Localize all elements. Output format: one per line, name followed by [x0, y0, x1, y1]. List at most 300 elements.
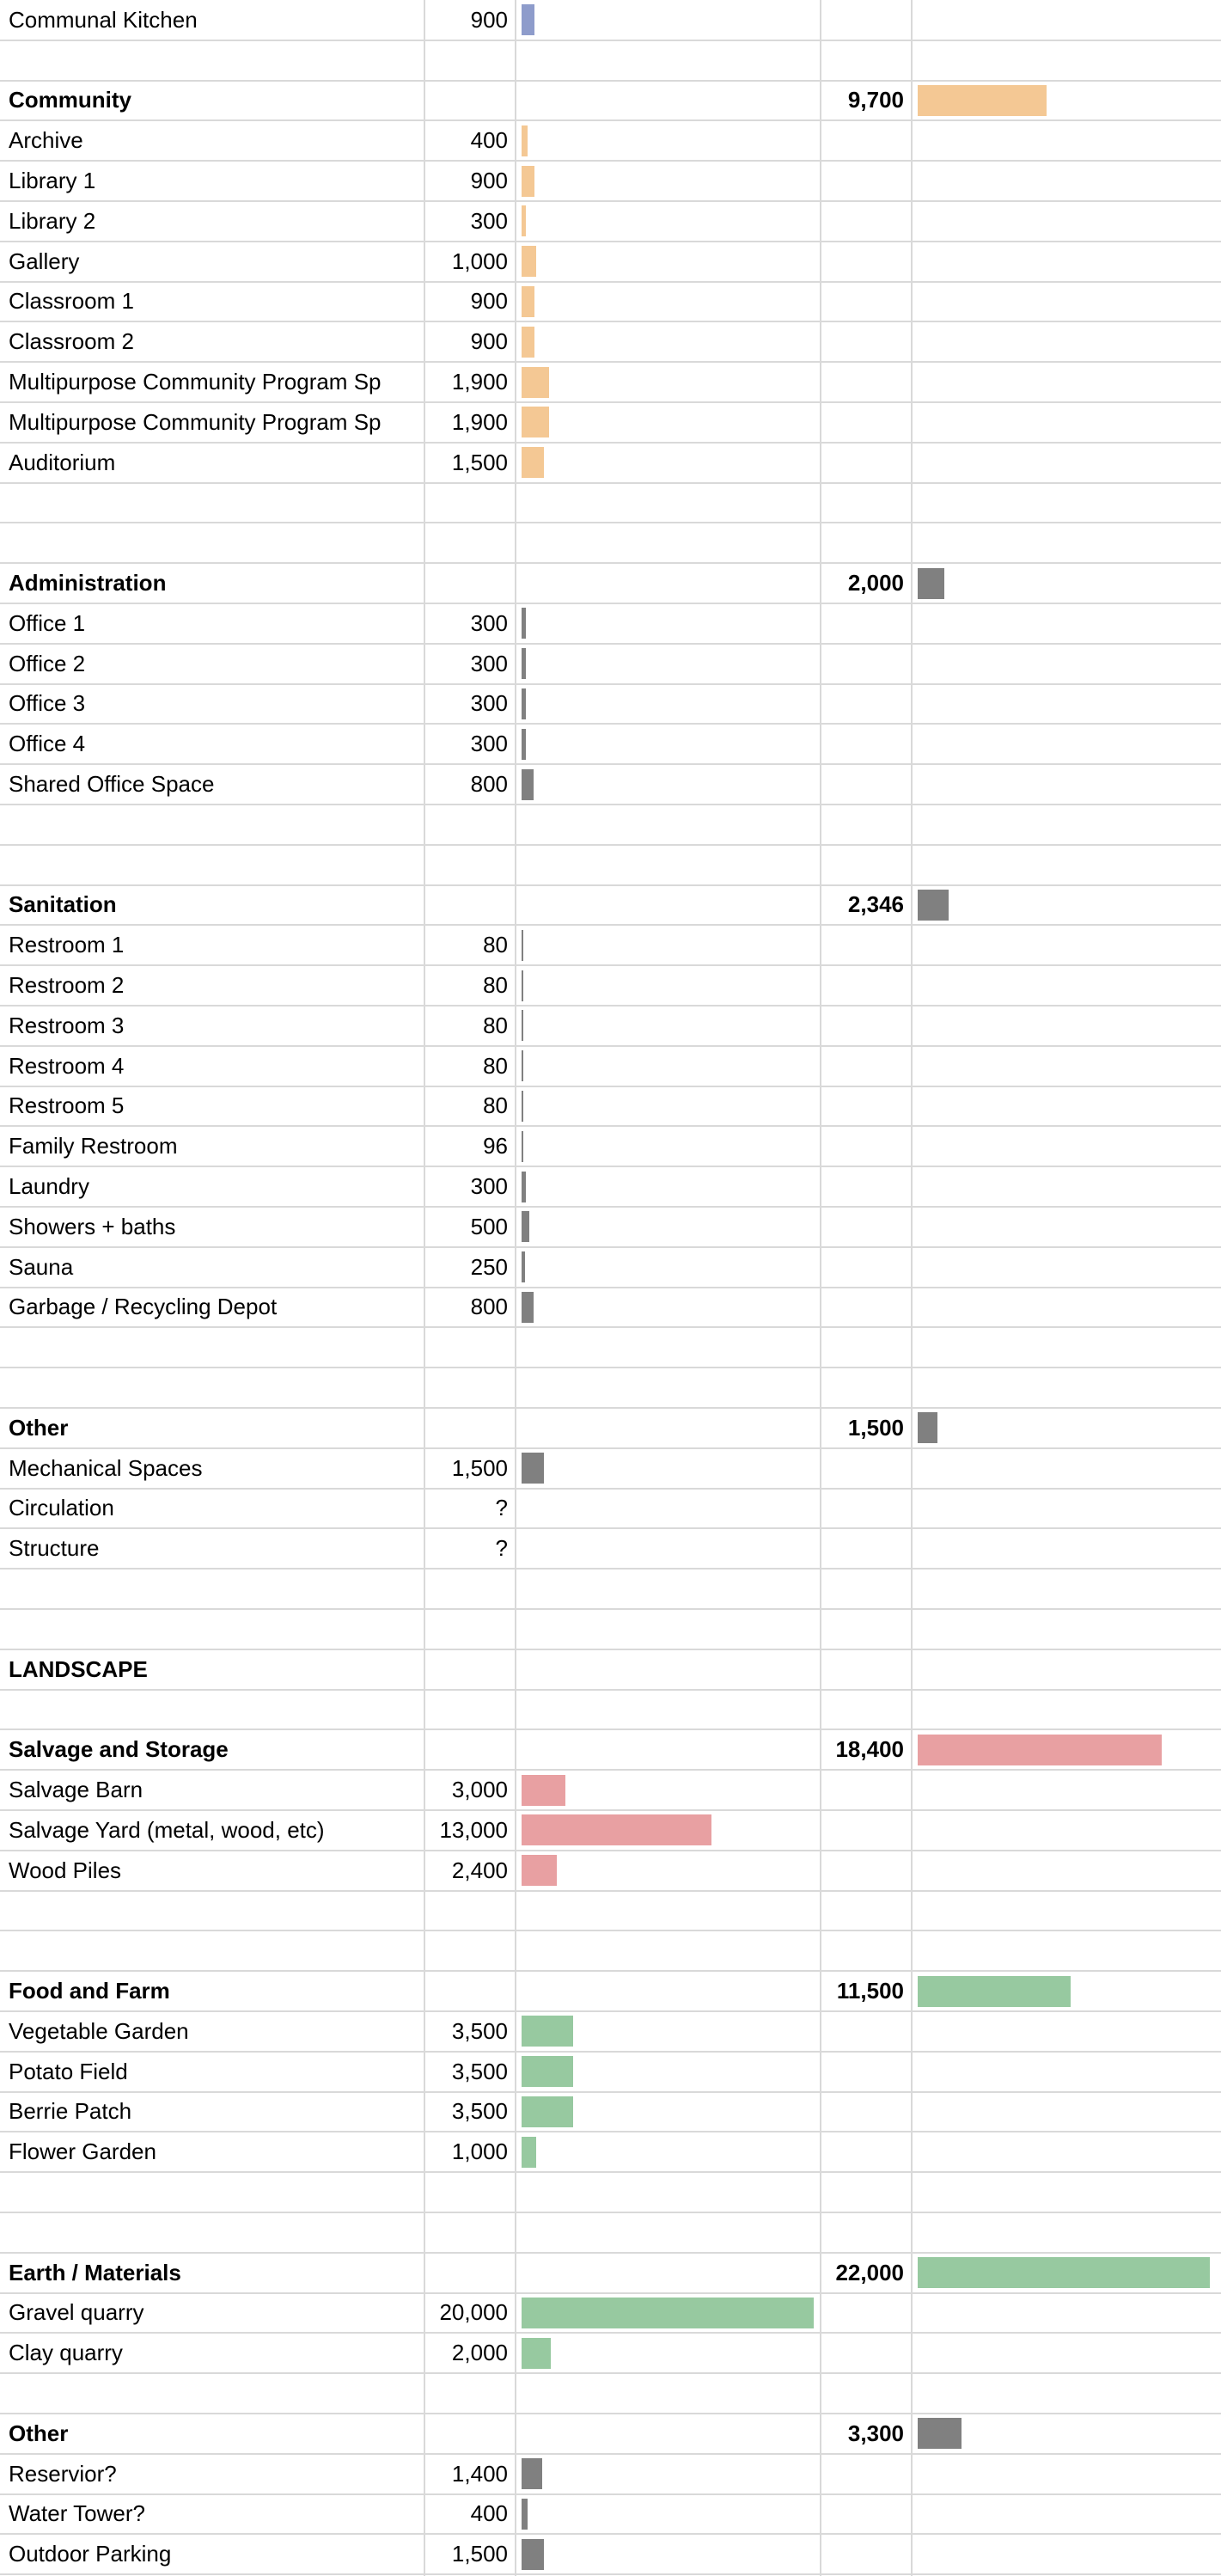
name-cell[interactable]: Salvage Barn [9, 1777, 143, 1803]
name-cell[interactable] [0, 2373, 424, 2414]
total-cell[interactable] [821, 764, 911, 805]
name-cell[interactable] [0, 1690, 424, 1730]
value-cell[interactable]: 1,900 [451, 408, 508, 435]
sparkline-cell[interactable] [516, 0, 820, 40]
total-sparkline-cell[interactable] [913, 2333, 1221, 2373]
total-cell[interactable] [821, 1166, 911, 1207]
name-cell[interactable]: Office 3 [9, 690, 86, 717]
sparkline-cell[interactable] [516, 1368, 820, 1408]
total-sparkline-cell[interactable] [913, 2092, 1221, 2132]
sparkline-cell[interactable] [516, 2011, 820, 2052]
value-cell[interactable]: 80 [483, 932, 508, 958]
value-cell[interactable]: 400 [470, 127, 508, 154]
total-cell[interactable] [821, 724, 911, 764]
total-sparkline-cell[interactable] [913, 81, 1221, 121]
sparkline-cell[interactable] [516, 603, 820, 644]
value-cell[interactable]: 80 [483, 1052, 508, 1079]
name-cell[interactable]: Community [9, 87, 131, 113]
sparkline-cell[interactable] [516, 1729, 820, 1770]
total-cell[interactable] [821, 1609, 911, 1649]
sparkline-cell[interactable] [516, 1247, 820, 1288]
total-sparkline-cell[interactable] [913, 2494, 1221, 2535]
sparkline-cell[interactable] [516, 2212, 820, 2253]
sparkline-cell[interactable] [516, 2454, 820, 2494]
name-cell[interactable]: Sanitation [9, 891, 117, 918]
sparkline-cell[interactable] [516, 1810, 820, 1851]
value-cell[interactable]: 3,500 [451, 2058, 508, 2084]
sparkline-cell[interactable] [516, 81, 820, 121]
value-cell[interactable]: 13,000 [439, 1816, 508, 1843]
value-cell[interactable]: ? [495, 1535, 508, 1562]
value-cell[interactable]: 800 [470, 771, 508, 798]
total-cell[interactable] [821, 2454, 911, 2494]
value-cell[interactable] [425, 1930, 515, 1971]
name-cell[interactable] [0, 1891, 424, 1931]
value-cell[interactable] [425, 1368, 515, 1408]
total-sparkline-cell[interactable] [913, 242, 1221, 282]
total-sparkline-cell[interactable] [913, 1086, 1221, 1127]
value-cell[interactable] [425, 483, 515, 523]
total-cell[interactable] [821, 1690, 911, 1730]
value-cell[interactable] [425, 805, 515, 845]
total-cell[interactable]: 22,000 [835, 2259, 904, 2285]
value-cell[interactable] [425, 2373, 515, 2414]
total-cell[interactable] [821, 0, 911, 40]
name-cell[interactable]: Administration [9, 570, 167, 597]
name-cell[interactable]: Multipurpose Community Program Sp [9, 369, 382, 395]
name-cell[interactable]: Restroom 4 [9, 1052, 125, 1079]
sparkline-cell[interactable] [516, 40, 820, 81]
name-cell[interactable]: Salvage and Storage [9, 1736, 229, 1763]
sparkline-cell[interactable] [516, 1649, 820, 1690]
total-sparkline-cell[interactable] [913, 1851, 1221, 1891]
value-cell[interactable] [425, 81, 515, 121]
value-cell[interactable] [425, 1729, 515, 1770]
sparkline-cell[interactable] [516, 2172, 820, 2212]
total-cell[interactable] [821, 1247, 911, 1288]
value-cell[interactable] [425, 40, 515, 81]
total-sparkline-cell[interactable] [913, 1126, 1221, 1166]
name-cell[interactable]: Classroom 2 [9, 328, 134, 355]
sparkline-cell[interactable] [516, 402, 820, 443]
total-sparkline-cell[interactable] [913, 1971, 1221, 2011]
sparkline-cell[interactable] [516, 1448, 820, 1489]
total-cell[interactable] [821, 1086, 911, 1127]
total-cell[interactable] [821, 1930, 911, 1971]
total-cell[interactable] [821, 2092, 911, 2132]
total-cell[interactable] [821, 2494, 911, 2535]
total-sparkline-cell[interactable] [913, 523, 1221, 563]
value-cell[interactable]: 900 [470, 6, 508, 33]
total-cell[interactable] [821, 2011, 911, 2052]
name-cell[interactable]: Multipurpose Community Program Sp [9, 408, 382, 435]
value-cell[interactable] [425, 1408, 515, 1448]
total-cell[interactable] [821, 242, 911, 282]
total-sparkline-cell[interactable] [913, 2414, 1221, 2454]
total-sparkline-cell[interactable] [913, 2534, 1221, 2574]
value-cell[interactable]: 900 [470, 168, 508, 194]
total-sparkline-cell[interactable] [913, 0, 1221, 40]
name-cell[interactable]: Office 2 [9, 650, 86, 676]
value-cell[interactable]: 1,500 [451, 2541, 508, 2567]
total-sparkline-cell[interactable] [913, 120, 1221, 161]
total-cell[interactable] [821, 1851, 911, 1891]
total-cell[interactable] [821, 1649, 911, 1690]
value-cell[interactable]: 2,000 [451, 2340, 508, 2366]
sparkline-cell[interactable] [516, 1207, 820, 1247]
name-cell[interactable]: Showers + baths [9, 1213, 176, 1239]
total-cell[interactable] [821, 644, 911, 684]
sparkline-cell[interactable] [516, 1569, 820, 1609]
total-sparkline-cell[interactable] [913, 764, 1221, 805]
sparkline-cell[interactable] [516, 2253, 820, 2293]
name-cell[interactable]: Salvage Yard (metal, wood, etc) [9, 1816, 325, 1843]
total-sparkline-cell[interactable] [913, 2293, 1221, 2334]
total-cell[interactable] [821, 845, 911, 885]
total-cell[interactable] [821, 1569, 911, 1609]
value-cell[interactable] [425, 2172, 515, 2212]
name-cell[interactable]: Wood Piles [9, 1857, 122, 1883]
name-cell[interactable]: Auditorium [9, 449, 116, 475]
total-sparkline-cell[interactable] [913, 1006, 1221, 1046]
name-cell[interactable] [0, 483, 424, 523]
value-cell[interactable] [425, 1971, 515, 2011]
value-cell[interactable]: 300 [470, 650, 508, 676]
total-cell[interactable] [821, 2333, 911, 2373]
total-cell[interactable] [821, 40, 911, 81]
total-cell[interactable] [821, 282, 911, 322]
name-cell[interactable]: Restroom 1 [9, 932, 125, 958]
name-cell[interactable] [0, 2172, 424, 2212]
total-sparkline-cell[interactable] [913, 161, 1221, 201]
sparkline-cell[interactable] [516, 282, 820, 322]
sparkline-cell[interactable] [516, 845, 820, 885]
value-cell[interactable] [425, 1690, 515, 1730]
name-cell[interactable]: Other [9, 2420, 69, 2446]
sparkline-cell[interactable] [516, 1086, 820, 1127]
value-cell[interactable]: 96 [483, 1133, 508, 1160]
total-sparkline-cell[interactable] [913, 1408, 1221, 1448]
value-cell[interactable] [425, 885, 515, 926]
total-sparkline-cell[interactable] [913, 2212, 1221, 2253]
value-cell[interactable] [425, 2212, 515, 2253]
total-sparkline-cell[interactable] [913, 443, 1221, 483]
name-cell[interactable]: Potato Field [9, 2058, 128, 2084]
value-cell[interactable]: 3,500 [451, 2098, 508, 2125]
sparkline-cell[interactable] [516, 2534, 820, 2574]
total-sparkline-cell[interactable] [913, 684, 1221, 725]
value-cell[interactable]: 80 [483, 1012, 508, 1038]
name-cell[interactable] [0, 1569, 424, 1609]
total-cell[interactable] [821, 2132, 911, 2172]
total-cell[interactable] [821, 1448, 911, 1489]
value-cell[interactable] [425, 2414, 515, 2454]
value-cell[interactable]: 1,500 [451, 1454, 508, 1481]
total-cell[interactable] [821, 1126, 911, 1166]
total-sparkline-cell[interactable] [913, 1930, 1221, 1971]
total-sparkline-cell[interactable] [913, 1569, 1221, 1609]
name-cell[interactable] [0, 1327, 424, 1368]
sparkline-cell[interactable] [516, 1851, 820, 1891]
total-sparkline-cell[interactable] [913, 1649, 1221, 1690]
sparkline-cell[interactable] [516, 925, 820, 965]
value-cell[interactable]: 1,900 [451, 369, 508, 395]
total-cell[interactable] [821, 684, 911, 725]
total-cell[interactable] [821, 2172, 911, 2212]
value-cell[interactable]: 900 [470, 288, 508, 315]
value-cell[interactable]: 300 [470, 609, 508, 636]
sparkline-cell[interactable] [516, 1891, 820, 1931]
total-sparkline-cell[interactable] [913, 1770, 1221, 1810]
total-sparkline-cell[interactable] [913, 965, 1221, 1006]
name-cell[interactable]: Office 1 [9, 609, 86, 636]
sparkline-cell[interactable] [516, 724, 820, 764]
total-cell[interactable] [821, 805, 911, 845]
value-cell[interactable] [425, 563, 515, 603]
total-cell[interactable] [821, 362, 911, 402]
sparkline-cell[interactable] [516, 2293, 820, 2334]
total-sparkline-cell[interactable] [913, 1729, 1221, 1770]
value-cell[interactable]: 300 [470, 690, 508, 717]
sparkline-cell[interactable] [516, 644, 820, 684]
name-cell[interactable] [0, 1609, 424, 1649]
name-cell[interactable]: Library 2 [9, 207, 96, 234]
total-cell[interactable]: 11,500 [836, 1978, 904, 2004]
total-cell[interactable]: 2,346 [847, 891, 904, 918]
total-sparkline-cell[interactable] [913, 724, 1221, 764]
name-cell[interactable]: Clay quarry [9, 2340, 123, 2366]
total-cell[interactable] [821, 2052, 911, 2092]
sparkline-cell[interactable] [516, 2052, 820, 2092]
name-cell[interactable]: Library 1 [9, 168, 96, 194]
total-sparkline-cell[interactable] [913, 1489, 1221, 1529]
sparkline-cell[interactable] [516, 321, 820, 362]
name-cell[interactable]: Shared Office Space [9, 771, 215, 798]
name-cell[interactable]: Vegetable Garden [9, 2017, 189, 2044]
value-cell[interactable] [425, 2253, 515, 2293]
value-cell[interactable]: 400 [470, 2500, 508, 2527]
name-cell[interactable]: Gravel quarry [9, 2299, 144, 2326]
name-cell[interactable]: Laundry [9, 1173, 89, 1200]
total-cell[interactable] [821, 1207, 911, 1247]
total-sparkline-cell[interactable] [913, 362, 1221, 402]
sparkline-cell[interactable] [516, 1971, 820, 2011]
total-sparkline-cell[interactable] [913, 845, 1221, 885]
sparkline-cell[interactable] [516, 2092, 820, 2132]
sparkline-cell[interactable] [516, 2333, 820, 2373]
value-cell[interactable]: 800 [470, 1294, 508, 1320]
name-cell[interactable]: Reservior? [9, 2460, 117, 2487]
name-cell[interactable] [0, 805, 424, 845]
sparkline-cell[interactable] [516, 1166, 820, 1207]
total-sparkline-cell[interactable] [913, 644, 1221, 684]
total-cell[interactable] [821, 1368, 911, 1408]
total-sparkline-cell[interactable] [913, 1046, 1221, 1086]
sparkline-cell[interactable] [516, 2414, 820, 2454]
value-cell[interactable] [425, 1327, 515, 1368]
sparkline-cell[interactable] [516, 1126, 820, 1166]
value-cell[interactable]: 1,000 [451, 2139, 508, 2165]
total-sparkline-cell[interactable] [913, 1247, 1221, 1288]
value-cell[interactable] [425, 1569, 515, 1609]
name-cell[interactable]: Berrie Patch [9, 2098, 132, 2125]
name-cell[interactable] [0, 2212, 424, 2253]
name-cell[interactable] [0, 1368, 424, 1408]
value-cell[interactable] [425, 1609, 515, 1649]
name-cell[interactable]: Earth / Materials [9, 2259, 181, 2285]
sparkline-cell[interactable] [516, 483, 820, 523]
total-sparkline-cell[interactable] [913, 2172, 1221, 2212]
total-sparkline-cell[interactable] [913, 1288, 1221, 1328]
sparkline-cell[interactable] [516, 684, 820, 725]
sparkline-cell[interactable] [516, 1408, 820, 1448]
total-sparkline-cell[interactable] [913, 282, 1221, 322]
sparkline-cell[interactable] [516, 1288, 820, 1328]
name-cell[interactable]: Food and Farm [9, 1978, 170, 2004]
total-sparkline-cell[interactable] [913, 402, 1221, 443]
value-cell[interactable]: 1,500 [451, 449, 508, 475]
total-cell[interactable] [821, 523, 911, 563]
sparkline-cell[interactable] [516, 1528, 820, 1569]
name-cell[interactable]: Restroom 2 [9, 972, 125, 999]
value-cell[interactable]: 900 [470, 328, 508, 355]
total-cell[interactable] [821, 120, 911, 161]
name-cell[interactable]: Archive [9, 127, 83, 154]
name-cell[interactable] [0, 1930, 424, 1971]
total-cell[interactable] [821, 161, 911, 201]
total-sparkline-cell[interactable] [913, 2373, 1221, 2414]
total-sparkline-cell[interactable] [913, 1368, 1221, 1408]
total-sparkline-cell[interactable] [913, 2454, 1221, 2494]
name-cell[interactable]: Classroom 1 [9, 288, 134, 315]
value-cell[interactable]: 500 [470, 1213, 508, 1239]
value-cell[interactable]: 1,400 [451, 2460, 508, 2487]
sparkline-cell[interactable] [516, 1046, 820, 1086]
value-cell[interactable]: 300 [470, 207, 508, 234]
value-cell[interactable]: 3,000 [451, 1777, 508, 1803]
total-sparkline-cell[interactable] [913, 1609, 1221, 1649]
total-cell[interactable]: 18,400 [835, 1736, 904, 1763]
total-sparkline-cell[interactable] [913, 1207, 1221, 1247]
name-cell[interactable]: LANDSCAPE [9, 1655, 148, 1682]
total-sparkline-cell[interactable] [913, 2253, 1221, 2293]
name-cell[interactable]: Restroom 3 [9, 1012, 125, 1038]
total-cell[interactable] [821, 201, 911, 242]
total-cell[interactable] [821, 2373, 911, 2414]
total-sparkline-cell[interactable] [913, 1327, 1221, 1368]
name-cell[interactable]: Flower Garden [9, 2139, 156, 2165]
sparkline-cell[interactable] [516, 201, 820, 242]
value-cell[interactable]: 80 [483, 972, 508, 999]
name-cell[interactable]: Office 4 [9, 731, 86, 757]
total-cell[interactable]: 3,300 [847, 2420, 904, 2446]
value-cell[interactable] [425, 523, 515, 563]
value-cell[interactable]: 2,400 [451, 1857, 508, 1883]
name-cell[interactable]: Other [9, 1414, 69, 1441]
total-cell[interactable] [821, 2534, 911, 2574]
name-cell[interactable]: Circulation [9, 1495, 114, 1521]
total-sparkline-cell[interactable] [913, 2011, 1221, 2052]
sparkline-cell[interactable] [516, 1770, 820, 1810]
total-cell[interactable] [821, 965, 911, 1006]
sparkline-cell[interactable] [516, 1489, 820, 1529]
name-cell[interactable]: Gallery [9, 248, 80, 274]
total-cell[interactable] [821, 1810, 911, 1851]
total-sparkline-cell[interactable] [913, 1166, 1221, 1207]
total-cell[interactable] [821, 2212, 911, 2253]
total-sparkline-cell[interactable] [913, 201, 1221, 242]
value-cell[interactable]: 300 [470, 731, 508, 757]
sparkline-cell[interactable] [516, 1930, 820, 1971]
name-cell[interactable] [0, 40, 424, 81]
total-cell[interactable] [821, 321, 911, 362]
name-cell[interactable]: Restroom 5 [9, 1092, 125, 1119]
name-cell[interactable]: Communal Kitchen [9, 6, 198, 33]
total-cell[interactable] [821, 1046, 911, 1086]
total-cell[interactable] [821, 1327, 911, 1368]
value-cell[interactable]: 3,500 [451, 2017, 508, 2044]
value-cell[interactable]: 20,000 [439, 2299, 508, 2326]
sparkline-cell[interactable] [516, 805, 820, 845]
value-cell[interactable]: 250 [470, 1253, 508, 1280]
total-sparkline-cell[interactable] [913, 1448, 1221, 1489]
total-sparkline-cell[interactable] [913, 2052, 1221, 2092]
total-sparkline-cell[interactable] [913, 563, 1221, 603]
total-sparkline-cell[interactable] [913, 483, 1221, 523]
value-cell[interactable] [425, 845, 515, 885]
total-sparkline-cell[interactable] [913, 1528, 1221, 1569]
sparkline-cell[interactable] [516, 1006, 820, 1046]
value-cell[interactable] [425, 1649, 515, 1690]
total-cell[interactable] [821, 1528, 911, 1569]
sparkline-cell[interactable] [516, 1609, 820, 1649]
name-cell[interactable]: Water Tower? [9, 2500, 145, 2527]
total-cell[interactable]: 9,700 [847, 87, 904, 113]
sparkline-cell[interactable] [516, 965, 820, 1006]
total-sparkline-cell[interactable] [913, 40, 1221, 81]
total-cell[interactable] [821, 1006, 911, 1046]
sparkline-cell[interactable] [516, 2373, 820, 2414]
total-cell[interactable] [821, 925, 911, 965]
total-cell[interactable] [821, 402, 911, 443]
sparkline-cell[interactable] [516, 443, 820, 483]
total-cell[interactable] [821, 1891, 911, 1931]
total-cell[interactable] [821, 603, 911, 644]
value-cell[interactable]: ? [495, 1495, 508, 1521]
total-cell[interactable] [821, 2293, 911, 2334]
sparkline-cell[interactable] [516, 2494, 820, 2535]
sparkline-cell[interactable] [516, 764, 820, 805]
name-cell[interactable] [0, 523, 424, 563]
sparkline-cell[interactable] [516, 362, 820, 402]
sparkline-cell[interactable] [516, 1690, 820, 1730]
total-sparkline-cell[interactable] [913, 1690, 1221, 1730]
total-cell[interactable] [821, 1489, 911, 1529]
total-sparkline-cell[interactable] [913, 603, 1221, 644]
sparkline-cell[interactable] [516, 1327, 820, 1368]
name-cell[interactable]: Structure [9, 1535, 100, 1562]
name-cell[interactable]: Family Restroom [9, 1133, 178, 1160]
value-cell[interactable]: 300 [470, 1173, 508, 1200]
total-cell[interactable]: 1,500 [847, 1414, 904, 1441]
name-cell[interactable]: Garbage / Recycling Depot [9, 1294, 278, 1320]
total-sparkline-cell[interactable] [913, 885, 1221, 926]
sparkline-cell[interactable] [516, 120, 820, 161]
sparkline-cell[interactable] [516, 523, 820, 563]
name-cell[interactable]: Sauna [9, 1253, 74, 1280]
value-cell[interactable] [425, 1891, 515, 1931]
total-cell[interactable] [821, 1288, 911, 1328]
